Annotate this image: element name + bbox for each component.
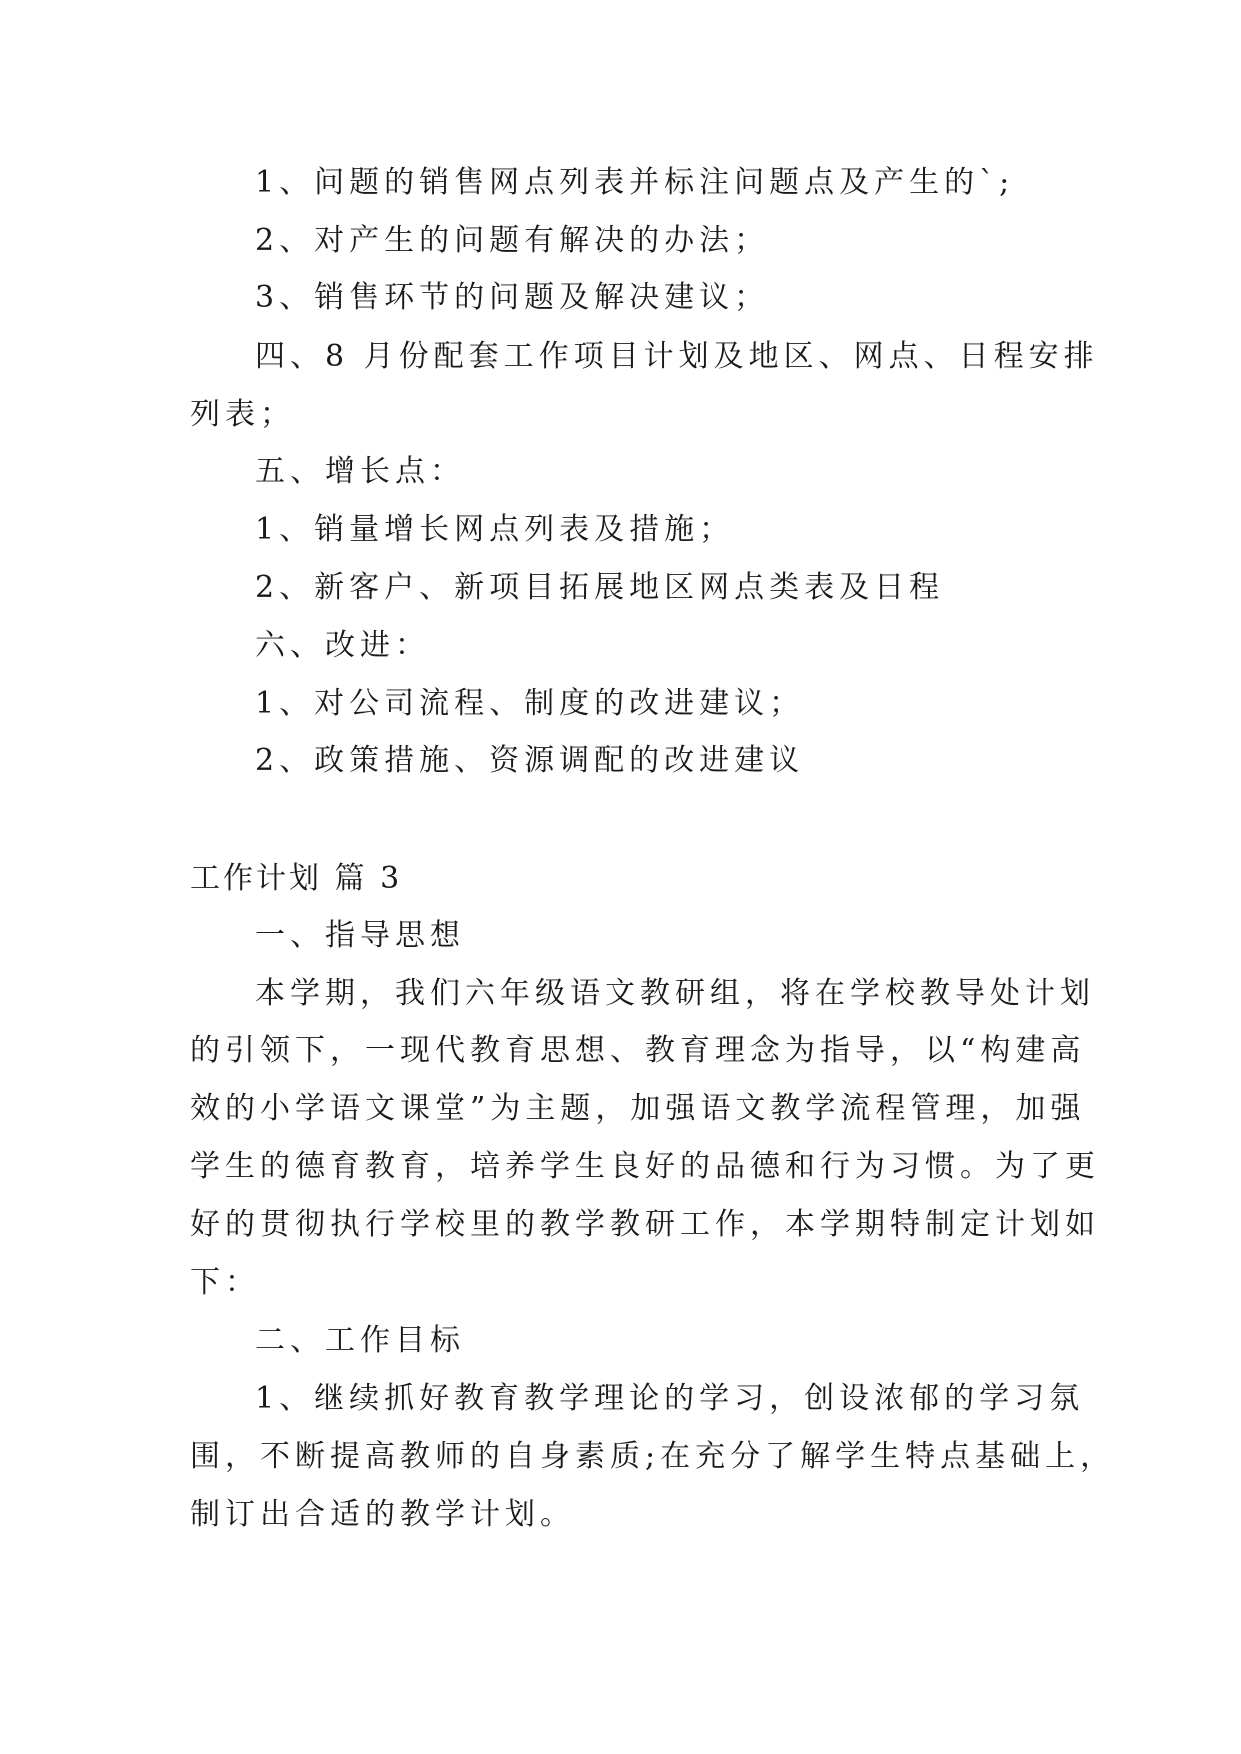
section-heading: 五、增长点： — [255, 454, 465, 489]
paragraph-line: 学生的德育教育，培养学生良好的品德和行为习惯。为了更 — [190, 1149, 1100, 1184]
section-heading: 二、工作目标 — [255, 1323, 465, 1358]
paragraph-line: 制订出合适的教学计划。 — [190, 1497, 575, 1532]
list-item: 2、对产生的问题有解决的办法； — [255, 223, 770, 258]
list-item: 1、对公司流程、制度的改进建议； — [255, 686, 805, 721]
paragraph-line: 效的小学语文课堂”为主题，加强语文教学流程管理，加强 — [190, 1091, 1086, 1126]
paragraph-line: 本学期，我们六年级语文教研组，将在学校教导处计划 — [255, 976, 1095, 1011]
section-heading: 六、改进： — [255, 628, 430, 663]
list-item: 1、问题的销售网点列表并标注问题点及产生的`; — [255, 165, 1015, 200]
section-heading: 一、指导思想 — [255, 918, 465, 953]
list-item: 2、新客户、新项目拓展地区网点类表及日程 — [255, 570, 945, 605]
section-heading: 四、8 月份配套工作项目计划及地区、网点、日程安排 — [255, 339, 1099, 374]
list-item: 3、销售环节的问题及解决建议； — [255, 280, 770, 315]
list-item: 2、政策措施、资源调配的改进建议 — [255, 743, 805, 778]
paragraph-line: 1、继续抓好教育教学理论的学习，创设浓郁的学习氛 — [255, 1381, 1085, 1416]
paragraph-line: 下： — [190, 1265, 260, 1300]
list-item: 1、销量增长网点列表及措施； — [255, 512, 735, 547]
paragraph-line: 的引领下，一现代教育思想、教育理念为指导，以“构建高 — [190, 1033, 1086, 1068]
paragraph-line: 围，不断提高教师的自身素质;在充分了解学生特点基础上， — [190, 1439, 1116, 1474]
article-title: 工作计划 篇 3 — [190, 861, 403, 896]
paragraph-continuation: 列表； — [190, 397, 295, 432]
paragraph-line: 好的贯彻执行学校里的教学教研工作，本学期特制定计划如 — [190, 1207, 1100, 1242]
